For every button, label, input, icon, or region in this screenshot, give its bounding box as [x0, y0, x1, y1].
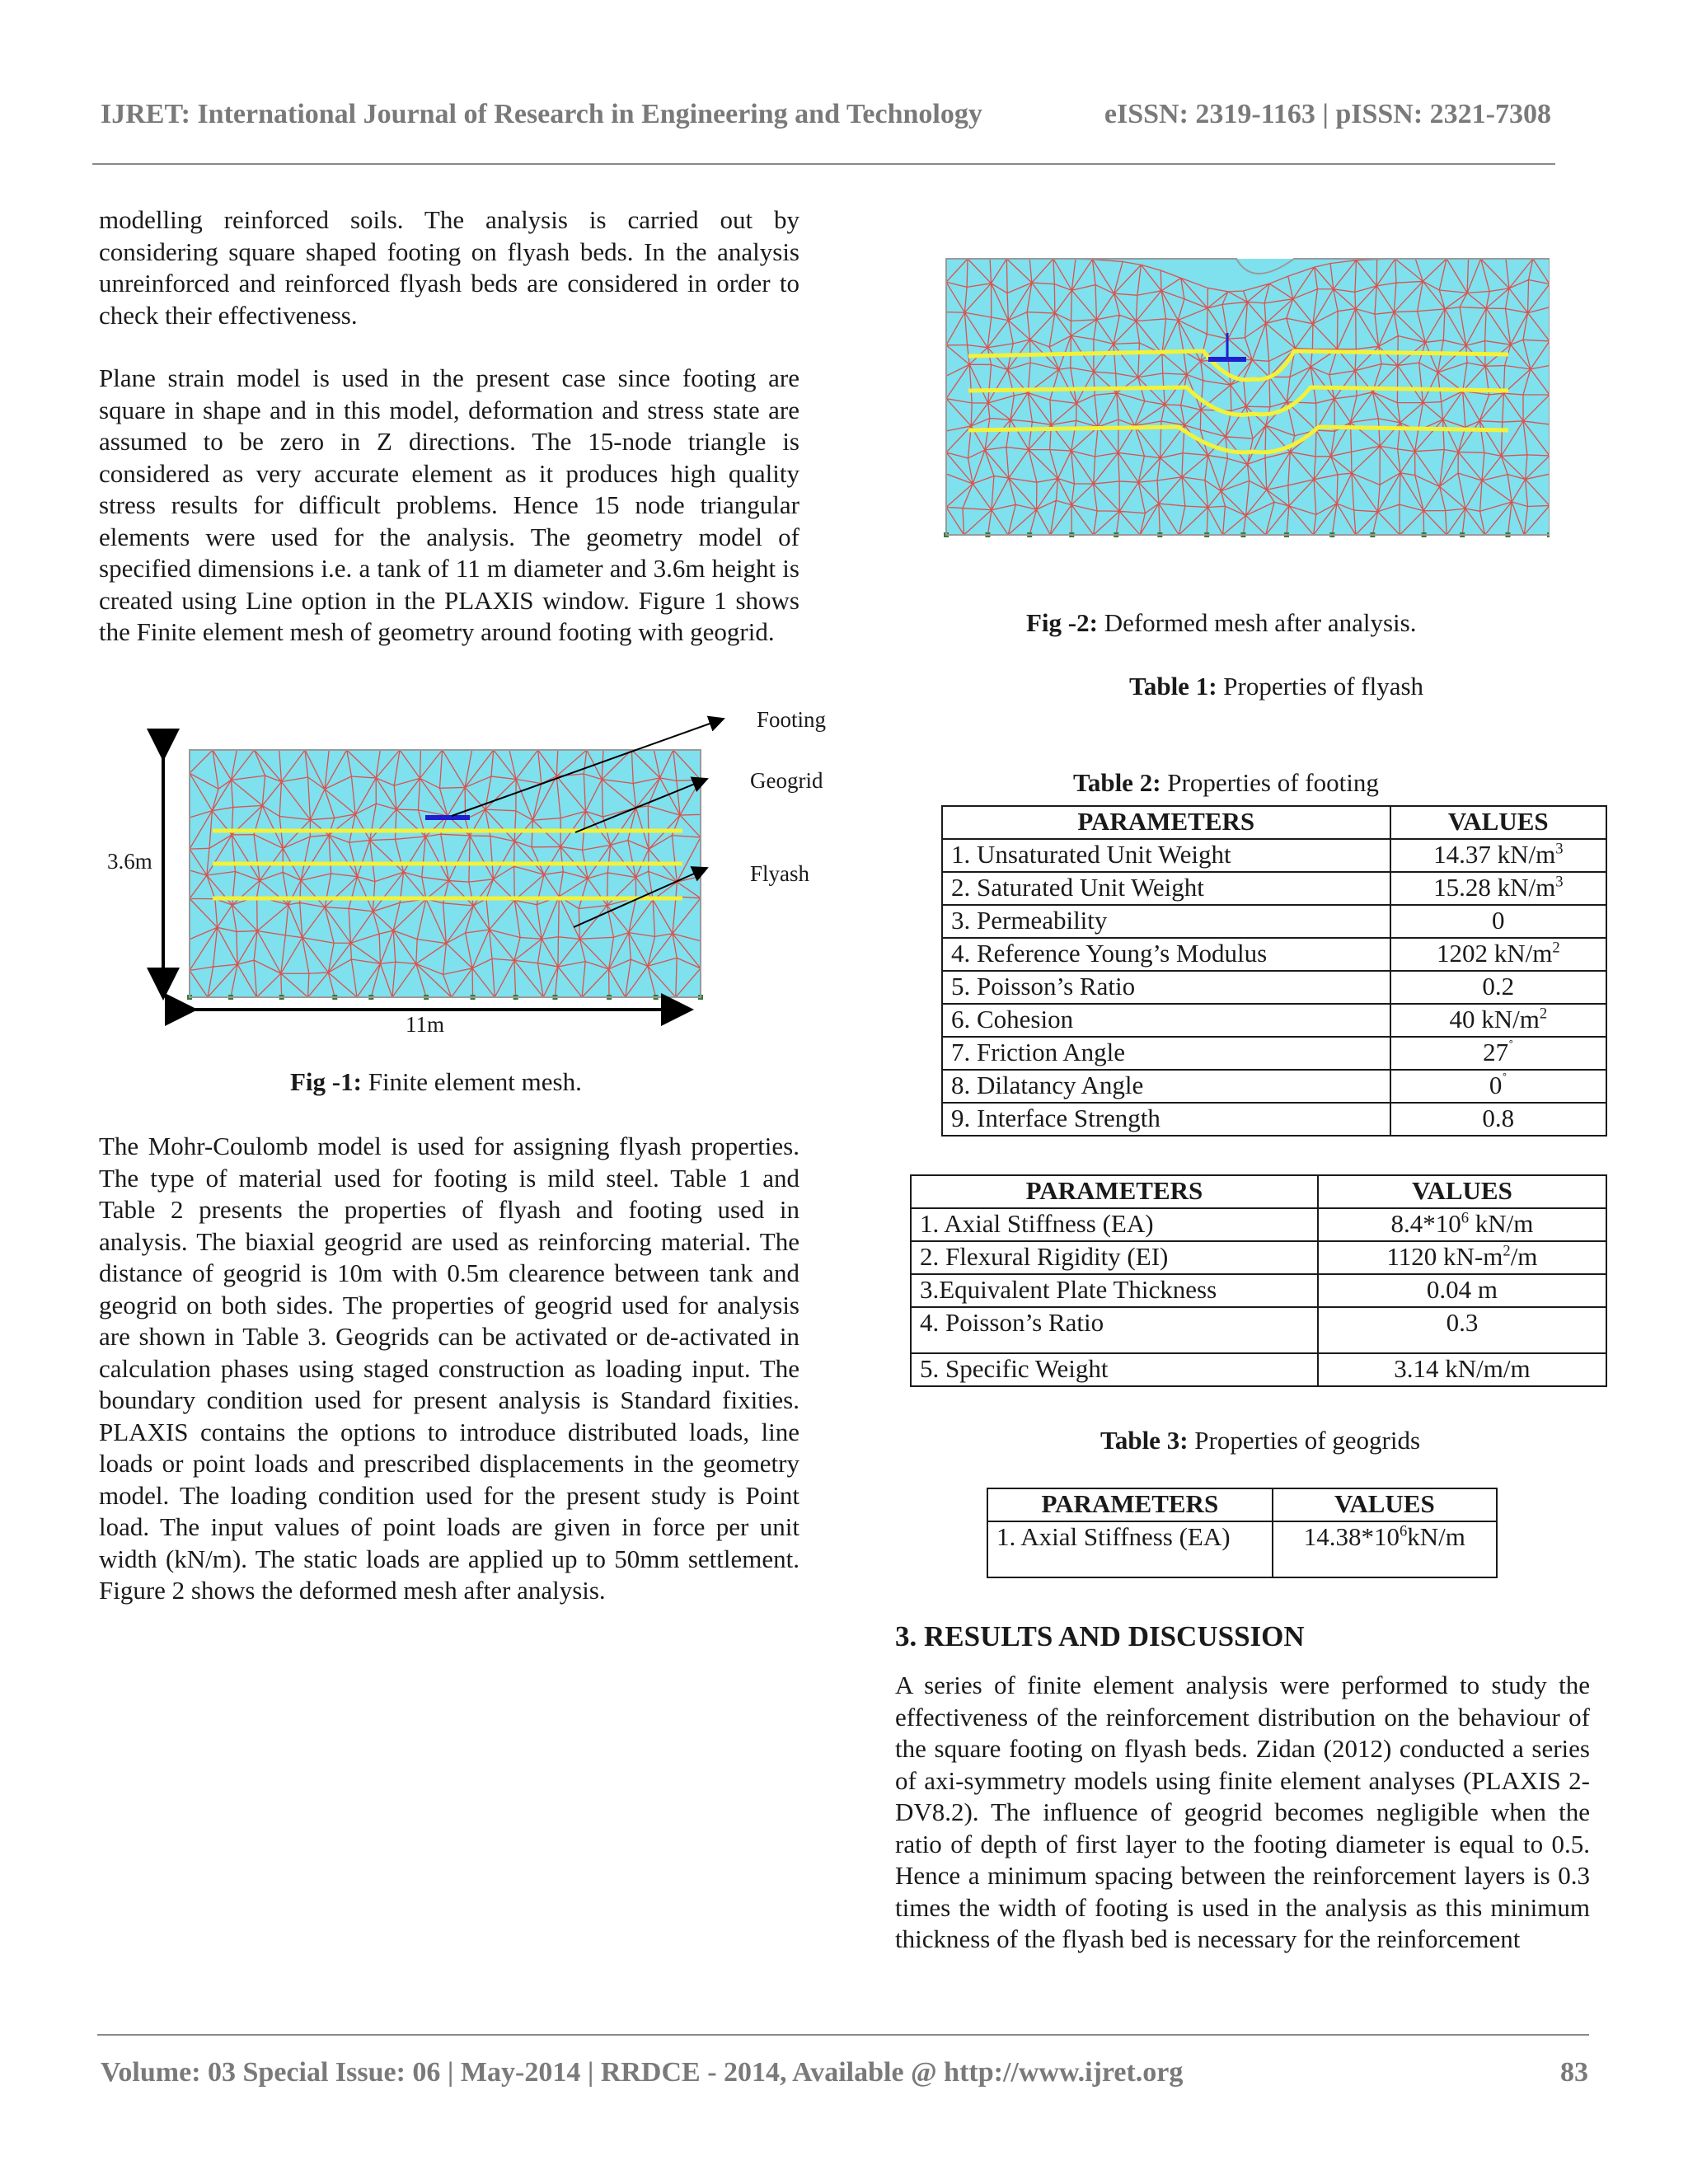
header-cell: PARAMETERS — [942, 806, 1390, 839]
footer-rule — [97, 2034, 1589, 2036]
parameter-cell: 4. Reference Young’s Modulus — [942, 938, 1390, 971]
table-3-caption: Table 3: Properties of geogrids — [1100, 1426, 1421, 1455]
table-header-row — [987, 1488, 1497, 1521]
table-geogrid-properties — [987, 1488, 1498, 1578]
parameter-cell: 3. Permeability — [942, 905, 1390, 938]
table-row — [942, 905, 1606, 938]
value-cell: 0 — [1390, 905, 1606, 938]
value-cell: 0˚ — [1390, 1070, 1606, 1103]
figure-1-caption: Fig -1: Finite element mesh. — [290, 1067, 582, 1096]
table-flyash-properties — [941, 805, 1607, 1137]
page-number: 83 — [1560, 2057, 1588, 2088]
table-row — [942, 971, 1606, 1004]
table-row — [987, 1521, 1497, 1577]
header-cell: VALUES — [1318, 1175, 1606, 1208]
parameter-cell: 5. Specific Weight — [911, 1353, 1318, 1386]
parameter-cell: 3.Equivalent Plate Thickness — [911, 1274, 1318, 1307]
value-cell: 1120 $kN-m^2/m$ — [1318, 1241, 1606, 1274]
value-cell: $14.38*10^6kN/m$ — [1273, 1521, 1497, 1577]
parameter-cell: 1. Axial Stiffness (EA) — [911, 1208, 1318, 1241]
geogrid-label: Geogrid — [750, 768, 823, 793]
value-cell: 27˚ — [1390, 1037, 1606, 1070]
parameter-cell: 7. Friction Angle — [942, 1037, 1390, 1070]
figure-1-mesh — [97, 692, 823, 1038]
table-header-row — [942, 806, 1606, 839]
table-row — [942, 938, 1606, 971]
table-row — [942, 1037, 1606, 1070]
value-cell: 14.37 $kN/m^3$ — [1390, 839, 1606, 872]
width-label: 11m — [406, 1012, 444, 1037]
value-cell: 0.2 — [1390, 971, 1606, 1004]
parameter-cell: 2. Saturated Unit Weight — [942, 872, 1390, 905]
parameter-cell: 1. Unsaturated Unit Weight — [942, 839, 1390, 872]
table-footing-properties — [910, 1174, 1607, 1387]
table-1-caption: Table 1: Properties of flyash — [1129, 672, 1424, 701]
parameter-cell: 9. Interface Strength — [942, 1103, 1390, 1136]
height-label: 3.6m — [107, 849, 152, 874]
header-rule — [92, 163, 1555, 165]
value-cell: $8.4*10^6$ kN/m — [1318, 1208, 1606, 1241]
value-cell: 0.04 m — [1318, 1274, 1606, 1307]
header-cell: VALUES — [1390, 806, 1606, 839]
parameter-cell: 6. Cohesion — [942, 1004, 1390, 1037]
table-row — [942, 1103, 1606, 1136]
left-column-top — [99, 204, 799, 649]
value-cell: 15.28 $kN/m^3$ — [1390, 872, 1606, 905]
left-column-bottom — [99, 1131, 799, 1607]
journal-name: IJRET: International Journal of Research in Engineering and Technology — [101, 99, 982, 129]
table-row — [942, 839, 1606, 872]
table-row — [911, 1307, 1606, 1353]
right-column-text — [895, 1670, 1590, 1956]
table-header-row — [911, 1175, 1606, 1208]
value-cell: 40 $kN/m^2$ — [1390, 1004, 1606, 1037]
paragraph: A series of finite element analysis were performed to study the effectiveness of the reinforcement distribution on the behaviour of the square footing on flyash beds. Zidan (2012) conducted a series of axi-symmetry models using finite element analyses (PLAXIS 2-DV8.2). The influence of geogrid becomes negligible when the ratio of depth of first layer to the footing diameter is equal to 0.5. Hence a minimum spacing between the reinforcement layers is 0.3 times the width of footing is used in the analysis as this minimum thickness of the flyash bed is necessary for the reinforcement — [895, 1671, 1590, 1953]
parameter-cell: 5. Poisson’s Ratio — [942, 971, 1390, 1004]
deformed-mesh — [944, 259, 1550, 537]
value-cell: 3.14 kN/m/m — [1318, 1353, 1606, 1386]
fe-mesh — [187, 750, 703, 1000]
paragraph: modelling reinforced soils. The analysis is carried out by considering square shaped footing on flyash beds. In the analysis unreinforced and reinforced flyash beds are considered in order to check their effectiveness. — [99, 205, 799, 330]
footing-label: Footing — [757, 707, 827, 732]
header-cell: PARAMETERS — [987, 1488, 1273, 1521]
paragraph: Plane strain model is used in the present case since footing are square in shape and in this model, deformation and stress state are assumed to be zero in Z directions. The 15-node triangle is considered as very accurate element as it produces high quality stress results for difficult problems. Hence 15 node triangular elements were used for the analysis. The geometry model of specified dimensions i.e. a tank of 11 m diameter and 3.6m height is created using Line option in the PLAXIS window. Figure 1 shows the Finite element mesh of geometry around footing with geogrid. — [99, 363, 799, 646]
table-row — [942, 1070, 1606, 1103]
value-cell: 0.8 — [1390, 1103, 1606, 1136]
header-cell: VALUES — [1273, 1488, 1497, 1521]
paragraph: The Mohr-Coulomb model is used for assigning flyash properties. The type of material used for footing is mild steel. Table 1 and Table 2 presents the properties of flyash and footing used in analysis. The biaxial geogrid are used as reinforcing material. The distance of geogrid is 10m with 0.5m clearence between tank and geogrid on both sides. The properties of geogrid used for analysis are shown in Table 3. Geogrids can be activated or de-activated in calculation phases using staged construction as loading input. The boundary condition used for present analysis is Standard fixities. PLAXIS contains the options to introduce distributed loads, line loads or point loads and prescribed displacements in the geometry model. The loading condition used for the present study is Point load. The input values of point loads are given in force per unit width (kN/m). The static loads are applied up to 50mm settlement. Figure 2 shows the deformed mesh after analysis. — [99, 1132, 799, 1605]
table-row — [942, 1004, 1606, 1037]
section-heading: 3. RESULTS AND DISCUSSION — [895, 1620, 1305, 1652]
parameter-cell: 1. Axial Stiffness (EA) — [987, 1521, 1273, 1577]
table-row — [942, 872, 1606, 905]
value-cell: 0.3 — [1318, 1307, 1606, 1353]
issn: eISSN: 2319-1163 | pISSN: 2321-7308 — [1104, 99, 1551, 129]
volume-info: Volume: 03 Special Issue: 06 | May-2014 | RRDCE - 2014, Available @ http://www.ijret.org — [101, 2057, 1184, 2088]
figure-2-caption: Fig -2: Deformed mesh after analysis. — [1026, 608, 1417, 637]
parameter-cell: 8. Dilatancy Angle — [942, 1070, 1390, 1103]
table-row — [911, 1274, 1606, 1307]
table-2-caption: Table 2: Properties of footing — [1073, 768, 1379, 797]
table-row — [911, 1241, 1606, 1274]
parameter-cell: 4. Poisson’s Ratio — [911, 1307, 1318, 1353]
header-cell: PARAMETERS — [911, 1175, 1318, 1208]
value-cell: 1202 $kN/m^2$ — [1390, 938, 1606, 971]
table-row — [911, 1353, 1606, 1386]
figure-2-deformed-mesh — [940, 251, 1550, 539]
table-row — [911, 1208, 1606, 1241]
flyash-label: Flyash — [750, 861, 810, 886]
parameter-cell: 2. Flexural Rigidity (EI) — [911, 1241, 1318, 1274]
